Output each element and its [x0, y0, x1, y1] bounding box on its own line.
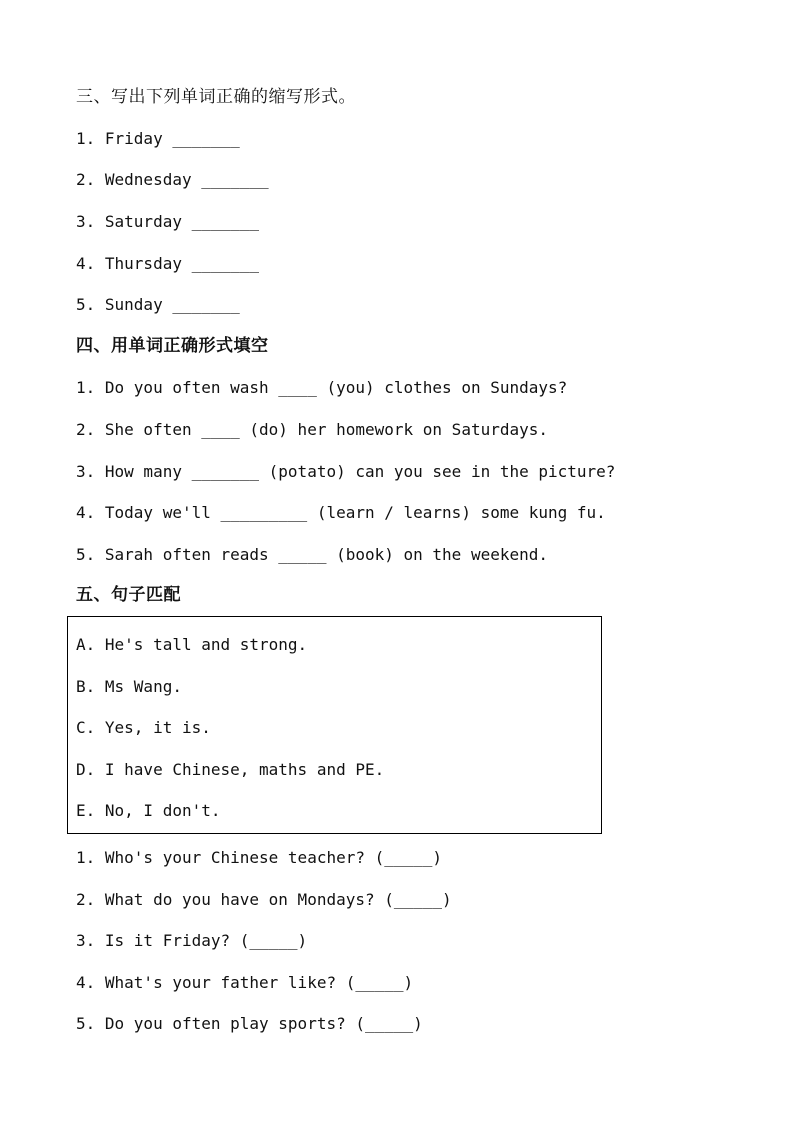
section-5-title: 五、句子匹配 — [76, 585, 181, 605]
section-3-item-1: 1. Friday _______ — [76, 129, 240, 148]
matching-question-3: 3. Is it Friday? (_____) — [76, 931, 308, 950]
section-3-item-4: 4. Thursday _______ — [76, 254, 260, 273]
answer-option-c: C. Yes, it is. — [76, 718, 211, 737]
section-4-item-2: 2. She often ____ (do) her homework on Saturdays. — [76, 420, 549, 439]
section-3-item-2: 2. Wednesday _______ — [76, 170, 269, 189]
section-4-item-4: 4. Today we'll _________ (learn / learns) some kung fu. — [76, 503, 606, 522]
matching-question-2: 2. What do you have on Mondays? (_____) — [76, 890, 452, 909]
matching-question-5: 5. Do you often play sports? (_____) — [76, 1014, 423, 1033]
answer-options-box — [67, 616, 602, 834]
answer-option-d: D. I have Chinese, maths and PE. — [76, 760, 385, 779]
section-4-item-3: 3. How many _______ (potato) can you see in the picture? — [76, 462, 616, 481]
section-4-item-1: 1. Do you often wash ____ (you) clothes on Sundays? — [76, 378, 568, 397]
answer-option-e: E. No, I don't. — [76, 801, 221, 820]
matching-question-1: 1. Who's your Chinese teacher? (_____) — [76, 848, 443, 867]
section-3-item-5: 5. Sunday _______ — [76, 295, 240, 314]
section-4-item-5: 5. Sarah often reads _____ (book) on the weekend. — [76, 545, 549, 564]
section-4-title: 四、用单词正确形式填空 — [76, 336, 269, 356]
matching-question-4: 4. What's your father like? (_____) — [76, 973, 414, 992]
section-3-item-3: 3. Saturday _______ — [76, 212, 260, 231]
answer-option-b: B. Ms Wang. — [76, 677, 182, 696]
section-3-title: 三、写出下列单词正确的缩写形式。 — [76, 87, 356, 107]
answer-option-a: A. He's tall and strong. — [76, 635, 308, 654]
